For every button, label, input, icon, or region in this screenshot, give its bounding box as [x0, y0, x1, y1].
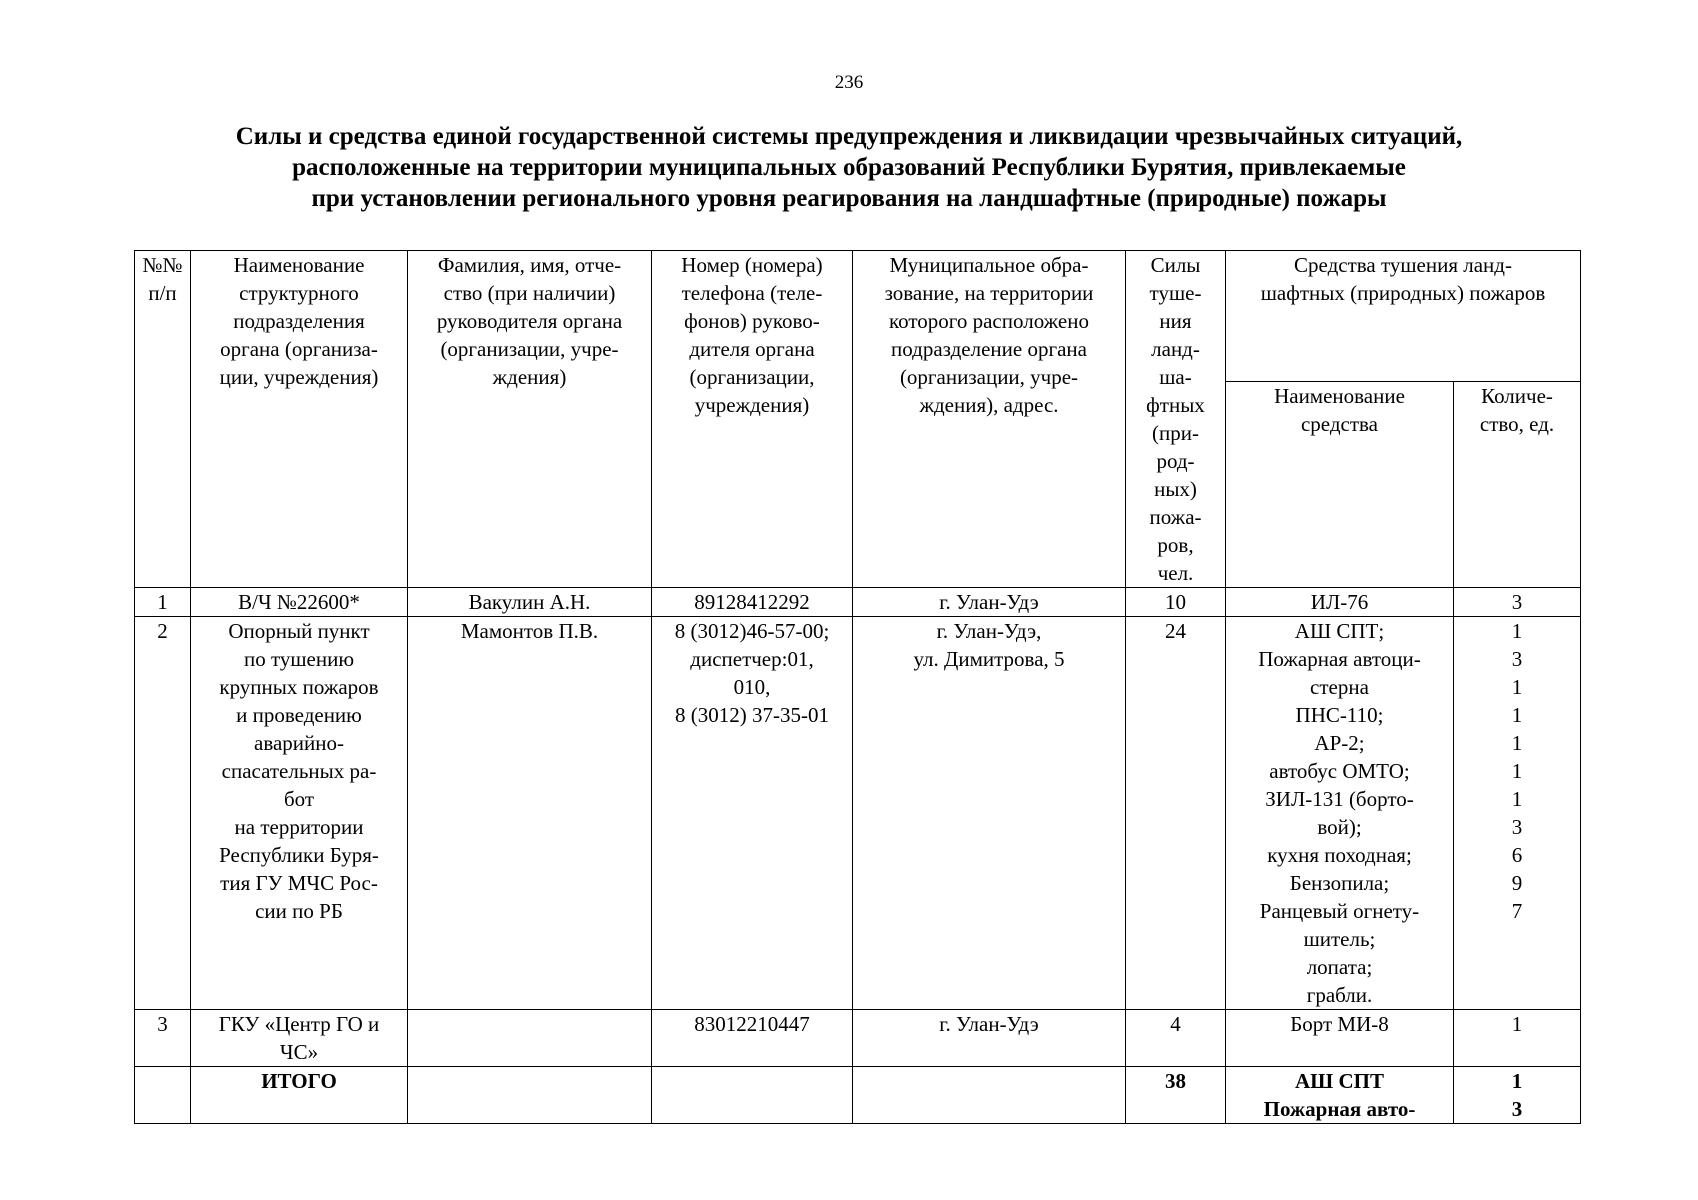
header-unit-line: органа (организа- — [220, 337, 378, 361]
header-forces-line: ния — [1159, 309, 1192, 333]
cell-means-qty-line: 7 — [1511, 899, 1523, 923]
cell-municipality-line: ул. Димитрова, 5 — [913, 647, 1065, 671]
cell-unit — [191, 588, 408, 617]
cell-means-name-line: стерна — [1310, 675, 1369, 699]
total-means-qty — [1454, 1067, 1581, 1124]
table-row — [135, 1010, 1581, 1067]
cell-forces-line: 24 — [1165, 619, 1186, 643]
document-title — [0, 121, 1698, 214]
cell-municipality-line: г. Улан-Удэ — [939, 590, 1039, 614]
cell-unit — [191, 617, 408, 1010]
header-num-line: №№ — [142, 253, 183, 277]
cell-head-line: Вакулин А.Н. — [468, 590, 591, 614]
total-unit — [191, 1067, 408, 1124]
cell-means-name-line: вой); — [1317, 815, 1362, 839]
header-unit-line: Наименование — [233, 253, 365, 277]
header-num — [135, 251, 191, 588]
header-phone-line: фонов) руково- — [684, 309, 820, 333]
header-forces-line: род- — [1156, 449, 1195, 473]
header-phone-line: (организации, — [689, 365, 815, 389]
header-forces-line: ша- — [1159, 365, 1192, 389]
cell-means-qty-line: 3 — [1511, 590, 1523, 614]
header-phone-line: учреждения) — [694, 393, 810, 417]
cell-means-name — [1226, 617, 1454, 1010]
cell-means-name-line: лопата; — [1306, 955, 1373, 979]
cell-unit-line: Республики Буря- — [219, 843, 379, 867]
cell-unit-line: и проведению — [236, 703, 362, 727]
table-row — [135, 617, 1581, 1010]
total-means-qty-line: 1 — [1511, 1069, 1523, 1093]
cell-means-name-line: Борт МИ-8 — [1290, 1012, 1389, 1036]
header-head-line: (организации, учре- — [440, 337, 619, 361]
cell-unit-line: на территории — [234, 815, 364, 839]
header-phone — [652, 251, 853, 588]
cell-phone-line: 8 (3012)46-57-00; — [674, 619, 830, 643]
header-municipality-line: Муниципальное обра- — [889, 253, 1089, 277]
cell-phone — [652, 1010, 853, 1067]
total-municipality — [853, 1067, 1126, 1124]
header-head-line: ждения) — [492, 365, 567, 389]
header-row-1 — [135, 251, 1581, 382]
total-phone — [652, 1067, 853, 1124]
cell-forces — [1126, 617, 1226, 1010]
header-municipality-line: подразделение органа — [891, 337, 1087, 361]
cell-means-name — [1226, 1010, 1454, 1067]
cell-means-name-line: кухня походная; — [1267, 843, 1412, 867]
header-phone-line: дителя органа — [689, 337, 815, 361]
cell-forces — [1126, 1010, 1226, 1067]
header-unit-line: подразделения — [233, 309, 365, 333]
cell-unit-line: тия ГУ МЧС Рос- — [220, 871, 378, 895]
total-forces — [1126, 1067, 1226, 1124]
cell-means-qty-line: 3 — [1511, 647, 1523, 671]
cell-head — [408, 617, 652, 1010]
cell-phone-line: 89128412292 — [694, 590, 810, 614]
header-forces — [1126, 251, 1226, 588]
cell-unit-line: бот — [283, 787, 315, 811]
header-forces-line: ров, — [1157, 533, 1194, 557]
cell-means-name-line: автобус ОМТО; — [1269, 759, 1410, 783]
cell-unit-line: крупных пожаров — [219, 675, 379, 699]
cell-forces-line: 10 — [1165, 590, 1186, 614]
total-num — [135, 1067, 191, 1124]
header-means-name-line: средства — [1300, 411, 1378, 436]
header-head-line: руководителя органа — [436, 309, 623, 333]
cell-forces — [1126, 588, 1226, 617]
cell-means-qty-line: 1 — [1511, 1012, 1523, 1036]
cell-means-name-line: Бензопила; — [1289, 871, 1390, 895]
cell-means-qty-line: 6 — [1511, 843, 1523, 867]
cell-municipality-line: г. Улан-Удэ — [939, 1012, 1039, 1036]
cell-num — [135, 617, 191, 1010]
cell-means-qty — [1454, 588, 1581, 617]
header-means-name-line: Наименование — [1274, 383, 1405, 408]
header-municipality-line: (организации, учре- — [899, 365, 1079, 389]
header-phone-line: Номер (номера) — [681, 253, 823, 277]
cell-municipality — [853, 1010, 1126, 1067]
cell-unit-line: Опорный пункт — [228, 619, 370, 643]
cell-head-line: Мамонтов П.В. — [460, 619, 599, 643]
cell-head — [408, 588, 652, 617]
cell-municipality — [853, 588, 1126, 617]
header-unit — [191, 251, 408, 588]
header-forces-line: ных) — [1154, 477, 1197, 501]
header-forces-line: пожа- — [1149, 505, 1202, 529]
header-head-line: ство (при наличии) — [443, 281, 616, 305]
cell-means-qty-line: 1 — [1511, 619, 1523, 643]
header-means-name — [1226, 381, 1454, 587]
header-num-line: п/п — [148, 281, 177, 305]
cell-means-name-line: АР-2; — [1314, 731, 1365, 755]
cell-phone-line: диспетчер:01, — [690, 647, 814, 671]
cell-num-line: 3 — [157, 1012, 168, 1036]
total-unit-value: ИТОГО — [261, 1069, 337, 1093]
cell-forces-line: 4 — [1170, 1012, 1181, 1036]
header-municipality — [853, 251, 1126, 588]
header-means-line: шафтных (природных) пожаров — [1260, 281, 1546, 305]
header-municipality-line: зование, на территории — [884, 281, 1094, 305]
cell-means-qty-line: 1 — [1511, 703, 1523, 727]
cell-unit-line: по тушению — [243, 647, 355, 671]
cell-unit-line: В/Ч №22600* — [238, 590, 360, 614]
total-head — [408, 1067, 652, 1124]
forces-table — [134, 250, 1581, 1124]
header-forces-line: туше- — [1149, 281, 1202, 305]
title-line-2: расположенные на территории муниципальных образований Республики Бурятия, привлекаемые — [292, 154, 1406, 181]
header-forces-line: ланд- — [1151, 337, 1200, 361]
total-forces-value: 38 — [1165, 1069, 1186, 1093]
cell-means-name-line: Ранцевый огнету- — [1259, 899, 1420, 923]
cell-unit-line: спасательных ра- — [221, 759, 377, 783]
header-head — [408, 251, 652, 588]
cell-means-name-line: Пожарная автоци- — [1258, 647, 1421, 671]
total-row — [135, 1067, 1581, 1124]
header-forces-line: Силы — [1150, 253, 1201, 277]
cell-unit-line: ГКУ «Центр ГО и — [218, 1012, 380, 1036]
title-line-1: Силы и средства единой государственной системы предупреждения и ликвидации чрезвычайных ситуаций, — [235, 123, 1463, 150]
cell-means-qty — [1454, 617, 1581, 1010]
cell-means-name-line: ПНС-110; — [1295, 703, 1384, 727]
cell-means-qty-line: 1 — [1511, 675, 1523, 699]
table-row — [135, 588, 1581, 617]
cell-means-name — [1226, 588, 1454, 617]
cell-municipality — [853, 617, 1126, 1010]
header-forces-line: (при- — [1152, 421, 1199, 445]
cell-phone — [652, 588, 853, 617]
title-line-3: при установлении регионального уровня реагирования на ландшафтные (природные) пожары — [311, 185, 1387, 212]
cell-num-line: 2 — [157, 619, 168, 643]
cell-means-name-line: шитель; — [1303, 927, 1376, 951]
cell-means-qty-line: 9 — [1511, 871, 1523, 895]
cell-municipality-line: г. Улан-Удэ, — [936, 619, 1042, 643]
cell-phone-line: 010, — [733, 675, 771, 699]
header-means-qty-line: Количе- — [1481, 383, 1553, 408]
cell-phone-line: 83012210447 — [694, 1012, 810, 1036]
cell-unit-line: ЧС» — [279, 1040, 319, 1064]
header-municipality-line: которого расположено — [889, 309, 1089, 333]
header-municipality-line: ждения), адрес. — [919, 393, 1059, 417]
cell-unit-line: сии по РБ — [255, 899, 343, 923]
cell-means-name-line: грабли. — [1306, 983, 1373, 1007]
header-head-line: Фамилия, имя, отче- — [437, 253, 622, 277]
header-means-qty-line: ство, ед. — [1479, 411, 1555, 436]
header-forces-line: чел. — [1157, 561, 1194, 585]
cell-head — [408, 1010, 652, 1067]
cell-means-name-line: АШ СПТ; — [1294, 619, 1385, 643]
cell-unit — [191, 1010, 408, 1067]
cell-phone — [652, 617, 853, 1010]
page-number: 236 — [834, 72, 864, 93]
cell-unit-line: аварийно- — [254, 731, 344, 755]
total-means-name-line: АШ СПТ — [1295, 1069, 1384, 1093]
header-forces-line: фтных — [1146, 393, 1205, 417]
cell-means-qty-line: 1 — [1511, 787, 1523, 811]
total-means-name-line: Пожарная авто- — [1263, 1097, 1416, 1121]
cell-phone-line: 8 (3012) 37-35-01 — [675, 703, 829, 727]
cell-means-qty-line: 3 — [1511, 815, 1523, 839]
header-means — [1226, 251, 1581, 382]
total-means-qty-line: 3 — [1511, 1097, 1523, 1121]
cell-means-name-line: ИЛ-76 — [1310, 590, 1369, 614]
header-unit-line: структурного — [239, 281, 359, 305]
cell-means-name-line: ЗИЛ-131 (борто- — [1265, 787, 1414, 811]
header-means-line: Средства тушения ланд- — [1294, 253, 1512, 277]
cell-num-line: 1 — [157, 590, 168, 614]
header-means-qty — [1454, 381, 1581, 587]
cell-means-qty-line: 1 — [1511, 759, 1523, 783]
cell-means-qty-line: 1 — [1511, 731, 1523, 755]
total-means-name — [1226, 1067, 1454, 1124]
header-unit-line: ции, учреждения) — [219, 365, 379, 389]
cell-num — [135, 588, 191, 617]
cell-num — [135, 1010, 191, 1067]
cell-means-qty — [1454, 1010, 1581, 1067]
header-phone-line: телефона (теле- — [681, 281, 823, 305]
